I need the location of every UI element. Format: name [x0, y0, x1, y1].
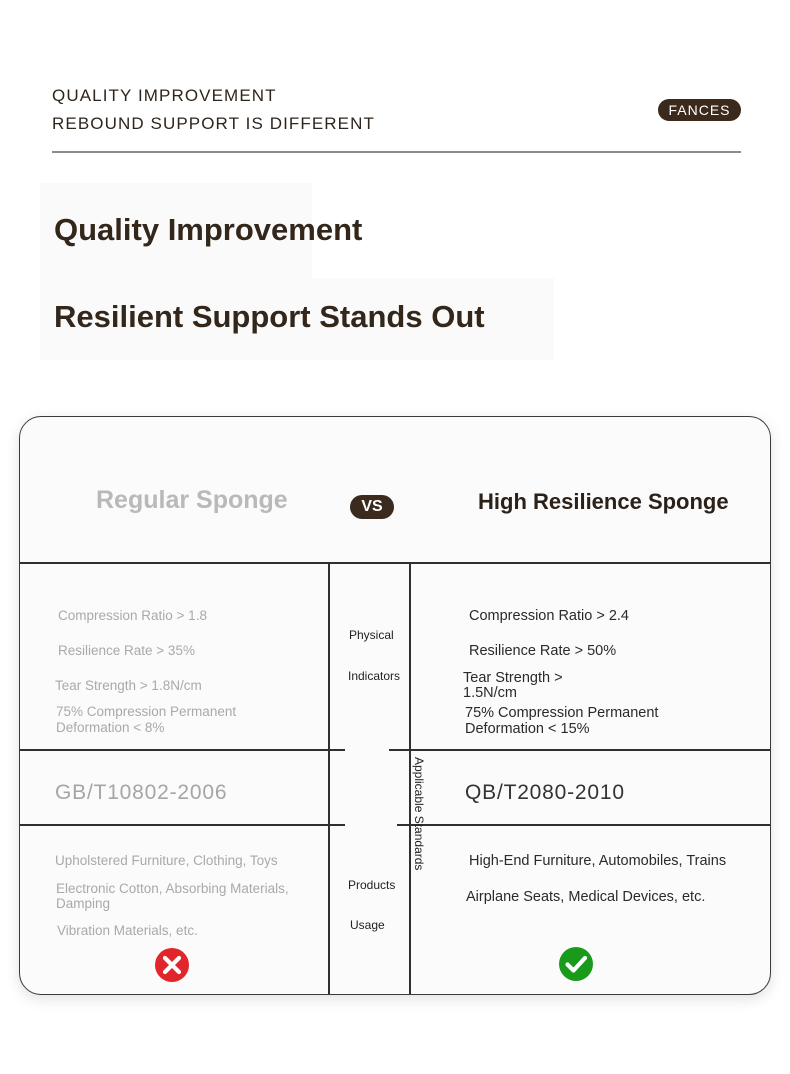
left-deformation-line2: Deformation < 8%: [56, 720, 165, 735]
left-usage-1: Upholstered Furniture, Clothing, Toys: [55, 853, 278, 868]
right-tear-strength-line2: 1.5N/cm: [463, 685, 517, 701]
left-usage-2: Electronic Cotton, Absorbing Materials,: [56, 881, 289, 896]
vs-badge: VS: [350, 495, 394, 519]
physical-label: Physical: [349, 628, 394, 642]
applicable-standards-label: Applicable Standards: [412, 757, 426, 871]
column-divider: [328, 563, 330, 995]
right-standard: QB/T2080-2010: [465, 781, 625, 804]
usage-label: Usage: [350, 918, 385, 932]
left-resilience-rate: Resilience Rate > 35%: [58, 643, 195, 658]
page-title: Quality Improvement: [54, 212, 363, 247]
products-label: Products: [348, 878, 396, 892]
right-deformation-line2: Deformation < 15%: [465, 721, 590, 737]
left-usage-2b: Damping: [56, 896, 111, 911]
indicators-label: Indicators: [348, 669, 401, 683]
brand-badge: FANCES: [658, 99, 741, 121]
column-divider: [409, 563, 411, 995]
header-subtitle-line1: QUALITY IMPROVEMENT: [52, 86, 277, 105]
green-check-circle-icon: [558, 946, 594, 982]
right-usage-1: High-End Furniture, Automobiles, Trains: [469, 853, 727, 869]
right-deformation-line1: 75% Compression Permanent: [465, 705, 659, 721]
label-gap: [345, 749, 389, 751]
label-gap: [345, 824, 397, 826]
left-usage-3: Vibration Materials, etc.: [57, 923, 198, 938]
right-compression-ratio: Compression Ratio > 2.4: [469, 608, 629, 624]
table-divider: [20, 562, 770, 564]
left-tear-strength: Tear Strength > 1.8N/cm: [55, 678, 202, 693]
right-usage-2: Airplane Seats, Medical Devices, etc.: [466, 889, 706, 905]
left-deformation-line1: 75% Compression Permanent: [56, 704, 237, 719]
header-divider: [52, 151, 741, 153]
right-resilience-rate: Resilience Rate > 50%: [469, 643, 617, 659]
regular-sponge-heading: Regular Sponge: [96, 486, 288, 514]
page-subtitle: Resilient Support Stands Out: [54, 299, 485, 334]
header-subtitle-line2: REBOUND SUPPORT IS DIFFERENT: [52, 114, 375, 133]
left-standard: GB/T10802-2006: [55, 781, 228, 804]
left-compression-ratio: Compression Ratio > 1.8: [58, 608, 207, 623]
right-tear-strength-line1: Tear Strength >: [463, 670, 563, 686]
high-resilience-heading: High Resilience Sponge: [478, 489, 729, 514]
comparison-card: [19, 416, 771, 995]
red-x-circle-icon: [154, 947, 190, 983]
table-divider: [20, 749, 770, 751]
